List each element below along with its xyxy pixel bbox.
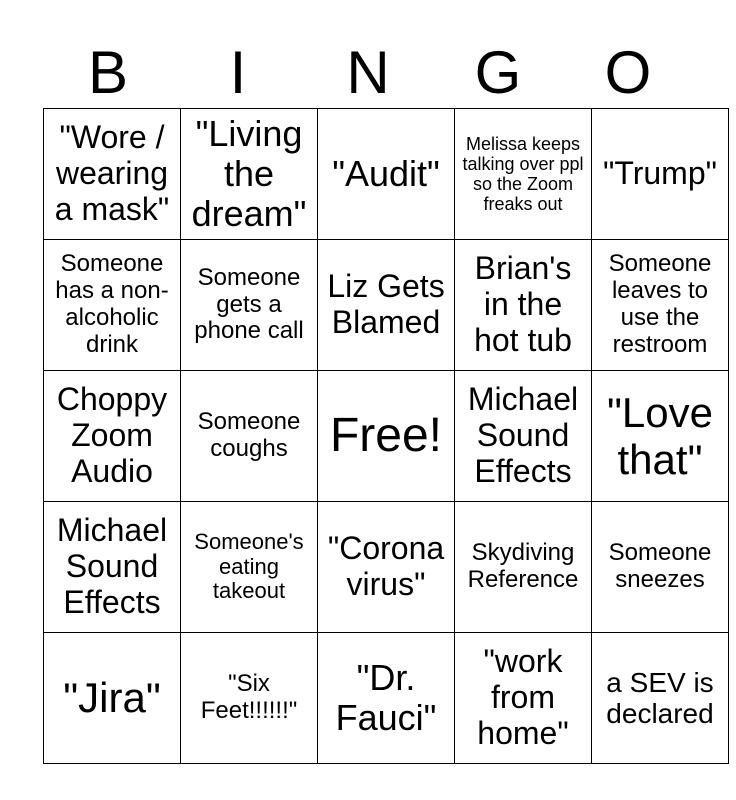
bingo-cell[interactable]: Melissa keeps talking over ppl so the Zoom freaks out (455, 109, 592, 240)
bingo-cell[interactable]: Michael Sound Effects (44, 502, 181, 633)
bingo-cell[interactable]: Someone leaves to use the restroom (592, 240, 729, 371)
bingo-header (43, 38, 693, 108)
bingo-cell[interactable]: "Audit" (318, 109, 455, 240)
header-letter-o: O (604, 39, 652, 106)
bingo-cell[interactable]: Someone coughs (181, 371, 318, 502)
bingo-cell[interactable]: "work from home" (455, 633, 592, 764)
bingo-cell[interactable]: Someone has a non-alcoholic drink (44, 240, 181, 371)
bingo-cell[interactable]: Someone gets a phone call (181, 240, 318, 371)
header-letter-g: G (474, 39, 522, 106)
free-space[interactable]: Free! (318, 371, 455, 502)
bingo-cell[interactable]: Liz Gets Blamed (318, 240, 455, 371)
bingo-cell[interactable]: "Living the dream" (181, 109, 318, 240)
bingo-cell[interactable]: Choppy Zoom Audio (44, 371, 181, 502)
bingo-cell[interactable]: "Trump" (592, 109, 729, 240)
bingo-cell[interactable]: Skydiving Reference (455, 502, 592, 633)
board-row (44, 633, 729, 764)
board-row (44, 109, 729, 240)
bingo-cell[interactable]: "Six Feet!!!!!!" (181, 633, 318, 764)
bingo-cell[interactable]: Brian's in the hot tub (455, 240, 592, 371)
bingo-cell[interactable]: "Dr. Fauci" (318, 633, 455, 764)
header-letter-n: N (346, 39, 390, 106)
bingo-cell[interactable]: Michael Sound Effects (455, 371, 592, 502)
bingo-cell[interactable]: "Corona virus" (318, 502, 455, 633)
bingo-cell[interactable]: Someone's eating takeout (181, 502, 318, 633)
board-row (44, 502, 729, 633)
bingo-cell[interactable]: Someone sneezes (592, 502, 729, 633)
header-letter-b: B (87, 39, 129, 106)
header-letter-i: I (229, 39, 247, 106)
bingo-cell[interactable]: "Wore / wearing a mask" (44, 109, 181, 240)
bingo-cell[interactable]: a SEV is declared (592, 633, 729, 764)
board-row (44, 371, 729, 502)
board-row (44, 240, 729, 371)
bingo-board (43, 108, 729, 764)
bingo-cell[interactable]: "Love that" (592, 371, 729, 502)
bingo-cell[interactable]: "Jira" (44, 633, 181, 764)
